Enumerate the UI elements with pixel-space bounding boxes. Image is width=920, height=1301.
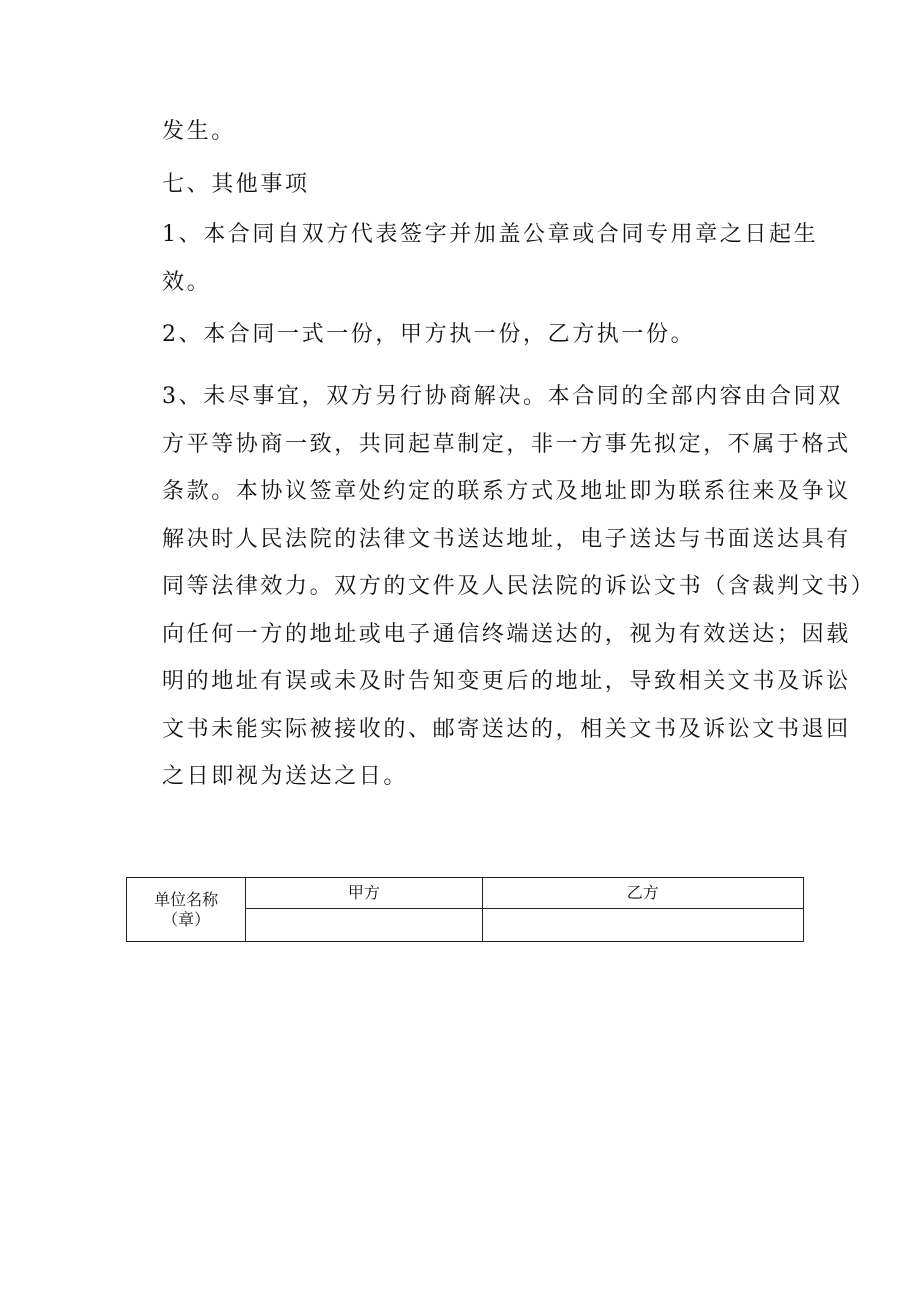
clause-3-line-7: 明的地址有误或未及时告知变更后的地址，导致相关文书及诉讼 [162,669,851,694]
signature-table [126,877,804,942]
unit-name-label: 单位名称 [154,889,219,909]
party-a-seal-cell [246,909,482,942]
clause-3-line-9: 之日即视为送达之日。 [162,764,409,789]
clause-3-line-5: 同等法律效力。双方的文件及人民法院的诉讼文书（含裁判文书） [162,574,876,599]
party-b-seal-cell [482,909,803,942]
clause-2-line: 2、本合同一式一份，甲方执一份，乙方执一份。 [162,322,696,347]
party-b-header: 乙方 [482,878,803,909]
clause-1-line-1: 1、本合同自双方代表签字并加盖公章或合同专用章之日起生 [162,222,819,247]
clause-3-line-3: 条款。本协议签章处约定的联系方式及地址即为联系往来及争议 [162,479,851,504]
unit-name-label-cell [127,878,246,942]
clause-3-line-8: 文书未能实际被接收的、邮寄送达的，相关文书及诉讼文书退回 [162,717,851,742]
section-heading-other-matters: 七、其他事项 [162,172,310,197]
party-a-header: 甲方 [246,878,482,909]
clause-1-line-2: 效。 [162,270,212,295]
clause-3-line-2: 方平等协商一致，共同起草制定，非一方事先拟定，不属于格式 [162,432,851,457]
clause-3-line-6: 向任何一方的地址或电子通信终端送达的，视为有效送达；因载 [162,622,851,647]
seal-label: （章） [162,909,211,929]
clause-3-line-1: 3、未尽事宜，双方另行协商解决。本合同的全部内容由合同双 [162,384,843,409]
text-line-continuation: 发生。 [162,119,236,144]
clause-3-line-4: 解决时人民法院的法律文书送达地址，电子送达与书面送达具有 [162,527,851,552]
